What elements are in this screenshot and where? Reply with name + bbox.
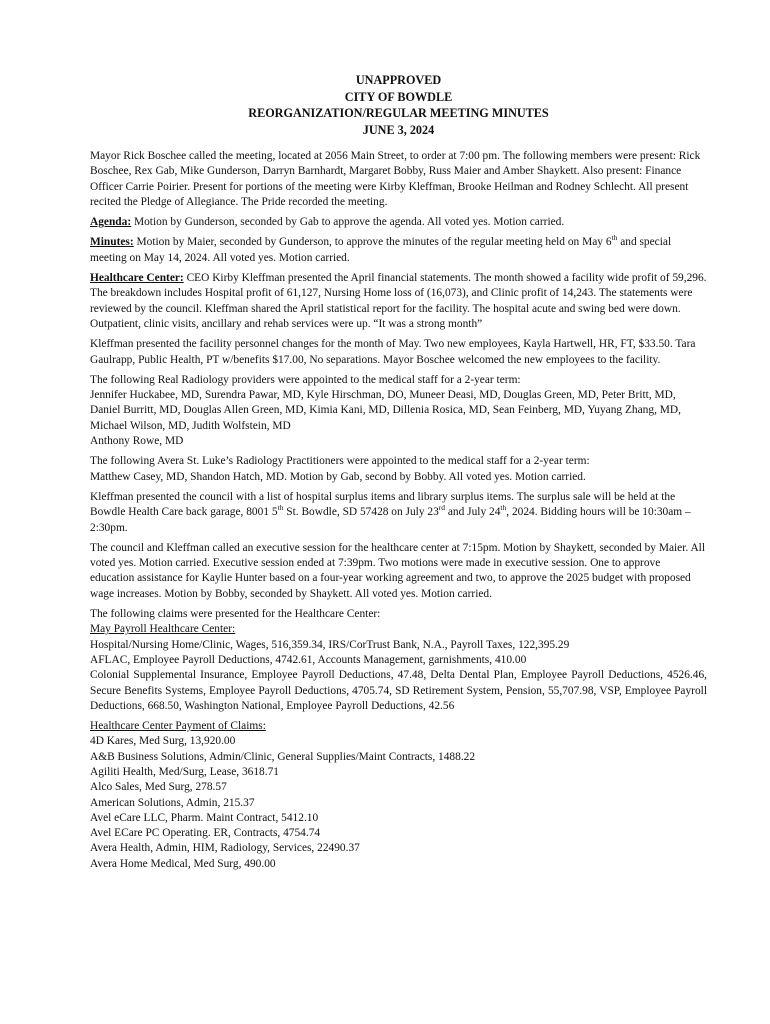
surplus-text-b: St. Bowdle, SD 57428 on July 23 xyxy=(283,506,439,519)
surplus-text-d: , 2024. Bidding hours will be 10:30am – 2:30pm. xyxy=(90,506,691,534)
surplus-sup-1: th xyxy=(277,503,284,513)
agenda-text: Motion by Gunderson, seconded by Gab to approve the agenda. All voted yes. Motion carried. xyxy=(131,216,565,229)
personnel-paragraph: Kleffman presented the facility personnel changes for the month of May. Two new employees, Kayla Hartwell, HR, FT, $33.50. Tara Gaulrapp, Public Health, PT w/benefits $17.00, No separations. Mayor Boschee welcomed the new employees to the facility. xyxy=(90,338,696,366)
minutes-paragraph xyxy=(90,235,707,266)
surplus-text-c: and July 24 xyxy=(445,506,501,519)
meeting-type-heading: REORGANIZATION/REGULAR MEETING MINUTES xyxy=(248,106,549,120)
agenda-paragraph xyxy=(90,215,707,230)
intro-paragraph: Mayor Rick Boschee called the meeting, located at 2056 Main Street, to order at 7:00 pm. The following members were present: Rick Boschee, Rex Gab, Mike Gunderson, Darryn Barnhardt, Margaret Bobby, Russ Maier and Amber Shaykett. Also present: Finance Officer Carrie Poirier. Present for portions of the meeting were Kirby Kleffman, Brooke Heilman and Rodney Schlecht. All present recited the Pledge of Allegiance. The Pride recorded the meeting. xyxy=(90,150,701,208)
avera-intro: The following Avera St. Luke’s Radiology Practitioners were appointed to the medical staff for a 2-year term: xyxy=(90,455,590,468)
surplus-sup-2: rd xyxy=(438,503,446,513)
payment-heading: Healthcare Center Payment of Claims: xyxy=(90,720,266,733)
claim-item: Avel eCare LLC, Pharm. Maint Contract, 5412.10 xyxy=(90,811,319,824)
radiology-section xyxy=(90,373,707,449)
claim-item: Avel ECare PC Operating. ER, Contracts, 4754.74 xyxy=(90,827,321,840)
avera-text: Matthew Casey, MD, Shandon Hatch, MD. Motion by Gab, second by Bobby. All voted yes. Motion carried. xyxy=(90,470,586,483)
claim-item: Agiliti Health, Med/Surg, Lease, 3618.71 xyxy=(90,765,279,778)
claim-item: 4D Kares, Med Surg, 13,920.00 xyxy=(90,735,236,748)
surplus-paragraph xyxy=(90,490,707,536)
status-heading: UNAPPROVED xyxy=(355,73,442,87)
document-header xyxy=(90,72,707,138)
claims-intro: The following claims were presented for the Healthcare Center: xyxy=(90,608,381,621)
avera-section xyxy=(90,454,707,485)
surplus-text-a: Kleffman presented the council with a list of hospital surplus items and library surplus items. The surplus sale will be held at the Bowdle Health Care back garage, 8001 5 xyxy=(90,490,676,519)
meeting-date-heading: JUNE 3, 2024 xyxy=(362,122,435,137)
claim-item: A&B Business Solutions, Admin/Clinic, General Supplies/Maint Contracts, 1488.22 xyxy=(90,750,476,763)
healthcare-text: CEO Kirby Kleffman presented the April financial statements. The month showed a facility wide profit of 59,296. The breakdown includes Hospital profit of 61,127, Nursing Home loss of (16,073), and Clinic profit of 14,243. The statements were reviewed by the council. Kleffman shared the April statistical report for the facility. The hospital acute and swing bed were down. Outpatient, clinic visits, ancillary and rehab services were up. “It was a strong month” xyxy=(90,272,707,330)
minutes-label: Minutes: xyxy=(90,236,134,249)
healthcare-label: Healthcare Center: xyxy=(90,272,184,285)
surplus-sup-3: th xyxy=(500,503,507,513)
minutes-text-a: Motion by Maier, seconded by Gunderson, to approve the minutes of the regular meeting held on May 6 xyxy=(133,236,612,249)
payroll-line: AFLAC, Employee Payroll Deductions, 4742.61, Accounts Management, garnishments, 410.00 xyxy=(90,653,527,666)
healthcare-paragraph xyxy=(90,271,707,332)
claim-item: American Solutions, Admin, 215.37 xyxy=(90,796,255,809)
executive-session-paragraph: The council and Kleffman called an executive session for the healthcare center at 7:15pm. Motion by Shaykett, seconded by Maier. All voted yes. Motion carried. Executive session ended at 7:39pm. Two motions were made in executive session. One to approve education assistance for Kaylie Hunter based on a four-year working agreement and two, to approve the 2025 budget with proposed wage increases. Motion by Bobby, seconded by Shaykett. All voted yes. Motion carried. xyxy=(90,541,706,600)
payroll-line: Hospital/Nursing Home/Clinic, Wages, 516,359.34, IRS/CorTrust Bank, N.A., Payroll Taxes, 122,395.29 xyxy=(90,638,570,651)
radiology-last-name: Anthony Rowe, MD xyxy=(90,435,184,448)
payroll-heading: May Payroll Healthcare Center: xyxy=(90,623,236,636)
claim-item: Avera Health, Admin, HIM, Radiology, Services, 22490.37 xyxy=(90,842,360,855)
payroll-claims-section xyxy=(90,607,707,714)
minutes-document xyxy=(90,72,707,877)
minutes-sup: th xyxy=(611,233,618,243)
city-heading: CITY OF BOWDLE xyxy=(344,89,453,104)
radiology-names: Jennifer Huckabee, MD, Surendra Pawar, MD, Kyle Hirschman, DO, Muneer Deasi, MD, Douglas Green, MD, Peter Britt, MD, Daniel Burritt, MD, Douglas Allen Green, MD, Kimia Kani, MD, Dillenia Rosica, MD, Sean Feinberg, MD, Yuyang Zhang, MD, Michael Wilson, MD, Judith Wolfstein, MD xyxy=(90,389,681,432)
minutes-text-b: and special meeting on May 14, 2024. All voted yes. Motion carried. xyxy=(90,236,672,264)
radiology-intro: The following Real Radiology providers were appointed to the medical staff for a 2-year term: xyxy=(90,373,521,386)
claim-item: Alco Sales, Med Surg, 278.57 xyxy=(90,781,227,794)
agenda-label: Agenda: xyxy=(90,216,132,229)
claim-item: Avera Home Medical, Med Surg, 490.00 xyxy=(90,857,276,870)
payroll-line: Colonial Supplemental Insurance, Employee Payroll Deductions, 47.48, Delta Dental Plan, Employee Payroll Deductions, 4526.46, Secure Benefits Systems, Employee Payroll Deductions, 4705.74, SD Retirement System, Pension, 55,707.98, VSP, Employee Payroll Deductions, 668.50, Washington National, Employee Payroll Deductions, 42.56 xyxy=(90,669,707,712)
payment-claims-section xyxy=(90,719,707,872)
